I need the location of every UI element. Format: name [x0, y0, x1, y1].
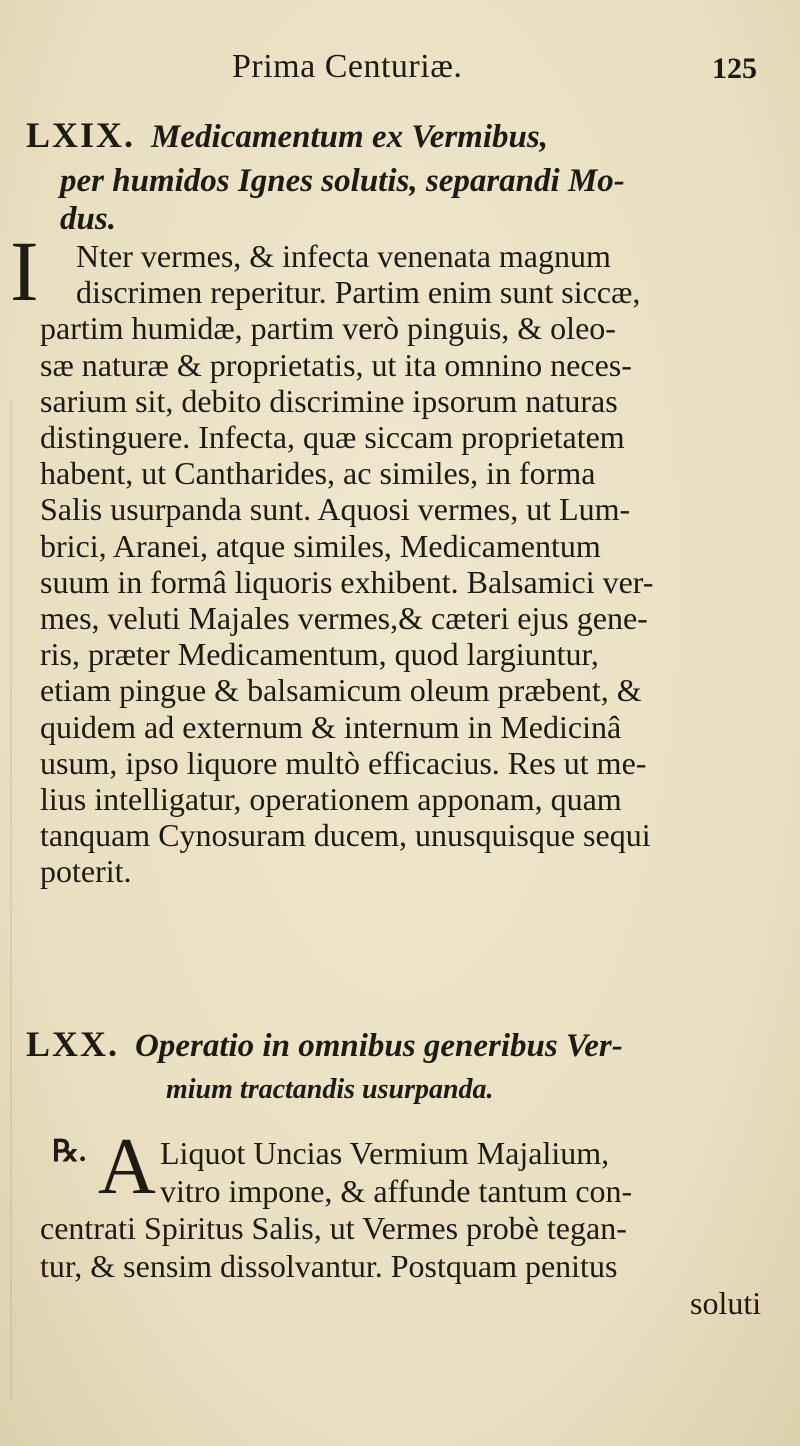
text-line: mes, veluti Majales vermes,& cæteri ejus gene-: [40, 600, 648, 637]
text-line: usum, ipso liquore multò efficacius. Res ut me-: [40, 744, 647, 781]
catchword: soluti: [690, 1285, 762, 1322]
section-body-lxix: [40, 238, 780, 890]
section-title-line: Operatio in omnibus generibus Ver-: [135, 1028, 623, 1064]
text-line: partim humidæ, partim verò pinguis, & oleo-: [40, 310, 616, 347]
section-body-lxx: [40, 1135, 780, 1323]
running-title: Prima Centuriæ.: [232, 48, 463, 85]
text-line: distinguere. Infecta, quæ siccam proprietatem: [40, 419, 625, 456]
section-numeral: LXX.: [26, 1024, 120, 1064]
section-title-line: dus.: [60, 201, 116, 237]
drop-initial: A: [98, 1123, 156, 1211]
text-line: etiam pingue & balsamicum oleum præbent, &: [40, 672, 642, 709]
text-line: quidem ad externum & internum in Medicinâ: [40, 708, 622, 745]
section-heading-lxx: [26, 1025, 786, 1109]
text-line: habent, ut Cantharides, ac similes, in forma: [40, 455, 596, 492]
text-line: centrati Spiritus Salis, ut Vermes probè tegan-: [40, 1210, 627, 1247]
page-header: [0, 44, 800, 94]
text-line: tur, & sensim dissolvantur. Postquam penitus: [40, 1247, 618, 1284]
text-line: ris, præter Medicamentum, quod largiuntur,: [40, 636, 599, 673]
page-gutter-shadow: [10, 400, 12, 1400]
text-line: sæ naturæ & proprietatis, ut ita omnino neces-: [40, 346, 632, 383]
text-line: Nter vermes, & infecta venenata magnum: [76, 238, 611, 274]
section-title-line: Medicamentum ex Vermibus,: [151, 119, 548, 155]
section-heading-lxix: [26, 116, 786, 238]
recipe-symbol: ℞.: [52, 1135, 87, 1168]
text-line: lius intelligatur, operationem apponam, quam: [40, 781, 622, 818]
drop-initial: I: [10, 223, 39, 319]
section-title-line: per humidos Ignes solutis, separandi Mo-: [60, 163, 625, 199]
text-line: brici, Aranei, atque similes, Medicamentum: [40, 527, 601, 564]
text-line: discrimen reperitur. Partim enim sunt siccæ,: [76, 274, 641, 311]
text-line: Liquot Uncias Vermium Majalium,: [160, 1135, 610, 1171]
text-line: poterit.: [40, 853, 132, 890]
section-title-line: mium tractandis usurpanda.: [166, 1074, 494, 1105]
text-line: vitro impone, & affunde tantum con-: [160, 1172, 633, 1209]
text-line: sarium sit, debito discrimine ipsorum naturas: [40, 382, 618, 419]
text-line: suum in formâ liquoris exhibent. Balsamici ver-: [40, 563, 654, 600]
section-numeral: LXIX.: [26, 115, 136, 155]
text-line: Salis usurpanda sunt. Aquosi vermes, ut Lum-: [40, 491, 631, 528]
page-number: 125: [712, 52, 757, 85]
text-line: tanquam Cynosuram ducem, unusquisque sequi: [40, 817, 651, 854]
